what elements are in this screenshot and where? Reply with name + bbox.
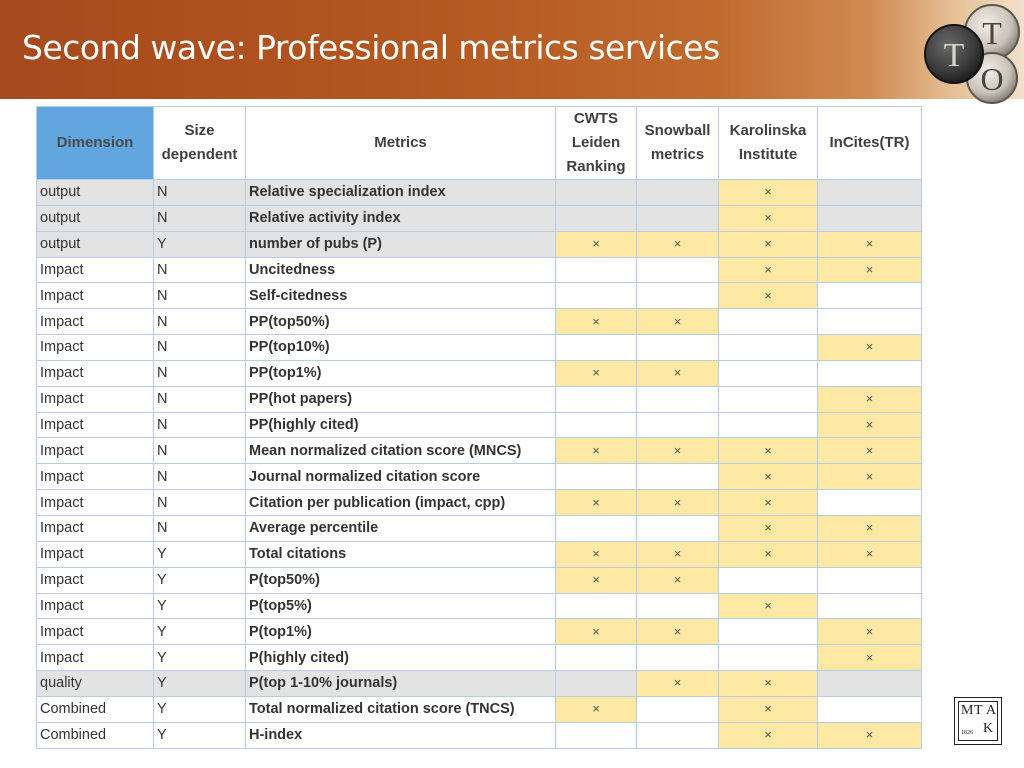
karolinska-mark-cell: ×: [719, 180, 818, 206]
metric-name-cell: Uncitedness: [246, 257, 556, 283]
metric-name-cell: number of pubs (P): [246, 231, 556, 257]
tto-letter-left: T: [943, 37, 965, 74]
header-dimension-label: Dimension: [56, 134, 134, 151]
snowball-mark-cell: [637, 515, 719, 541]
table-row: [37, 438, 922, 464]
incites-mark-cell: ×: [818, 438, 922, 464]
metric-name-cell: P(top1%): [246, 619, 556, 645]
cwts-mark-cell: ×: [556, 619, 637, 645]
karolinska-mark-cell: ×: [719, 205, 818, 231]
dimension-cell: Impact: [37, 283, 154, 309]
incites-mark-cell: [818, 490, 922, 516]
tto-logo: [920, 0, 1024, 104]
table-row: [37, 671, 922, 697]
snowball-mark-cell: [637, 257, 719, 283]
dimension-cell: quality: [37, 671, 154, 697]
cwts-mark-cell: ×: [556, 541, 637, 567]
karolinska-mark-cell: ×: [719, 671, 818, 697]
table-row: [37, 386, 922, 412]
table-row: [37, 515, 922, 541]
snowball-mark-cell: [637, 335, 719, 361]
incites-mark-cell: ×: [818, 464, 922, 490]
header-line: Snowball: [644, 122, 711, 139]
table-row: [37, 412, 922, 438]
snowball-mark-cell: ×: [637, 231, 719, 257]
metric-name-cell: PP(top10%): [246, 335, 556, 361]
metric-name-cell: Citation per publication (impact, cpp): [246, 490, 556, 516]
size-dependent-cell: N: [154, 464, 246, 490]
mta-letter: K: [983, 721, 994, 736]
table-row: [37, 205, 922, 231]
header-line: dependent: [161, 146, 238, 163]
karolinska-mark-cell: [719, 567, 818, 593]
incites-mark-cell: [818, 671, 922, 697]
incites-mark-cell: [818, 205, 922, 231]
header-line: Institute: [738, 146, 798, 163]
dimension-cell: Impact: [37, 309, 154, 335]
dimension-cell: Impact: [37, 515, 154, 541]
tto-letter-top: T: [982, 15, 1002, 51]
metric-name-cell: P(top 1-10% journals): [246, 671, 556, 697]
metric-name-cell: P(top5%): [246, 593, 556, 619]
incites-mark-cell: ×: [818, 335, 922, 361]
dimension-cell: Impact: [37, 619, 154, 645]
table-row: [37, 257, 922, 283]
mta-letter: M: [961, 703, 974, 718]
size-dependent-cell: Y: [154, 671, 246, 697]
metric-name-cell: PP(top1%): [246, 360, 556, 386]
size-dependent-cell: Y: [154, 231, 246, 257]
header-incites-tr: [818, 107, 922, 180]
dimension-cell: Impact: [37, 541, 154, 567]
karolinska-mark-cell: [719, 335, 818, 361]
size-dependent-cell: Y: [154, 593, 246, 619]
incites-mark-cell: ×: [818, 541, 922, 567]
incites-mark-cell: [818, 360, 922, 386]
snowball-mark-cell: ×: [637, 619, 719, 645]
size-dependent-cell: N: [154, 283, 246, 309]
cwts-mark-cell: [556, 515, 637, 541]
size-dependent-cell: N: [154, 515, 246, 541]
cwts-mark-cell: [556, 205, 637, 231]
dimension-cell: Impact: [37, 567, 154, 593]
karolinska-mark-cell: ×: [719, 464, 818, 490]
metric-name-cell: Relative activity index: [246, 205, 556, 231]
header-line: InCites(TR): [829, 134, 910, 151]
dimension-cell: Impact: [37, 490, 154, 516]
metric-name-cell: PP(top50%): [246, 309, 556, 335]
size-dependent-cell: N: [154, 438, 246, 464]
cwts-mark-cell: [556, 593, 637, 619]
karolinska-mark-cell: ×: [719, 696, 818, 722]
snowball-mark-cell: ×: [637, 567, 719, 593]
karolinska-mark-cell: [719, 645, 818, 671]
dimension-cell: Impact: [37, 464, 154, 490]
size-dependent-cell: N: [154, 335, 246, 361]
header-cwts-leiden-ranking: [556, 107, 637, 180]
cwts-mark-cell: [556, 645, 637, 671]
cwts-mark-cell: [556, 283, 637, 309]
table-row: [37, 619, 922, 645]
metric-name-cell: PP(highly cited): [246, 412, 556, 438]
incites-mark-cell: [818, 593, 922, 619]
header-line: Leiden: [571, 134, 621, 151]
size-dependent-cell: N: [154, 309, 246, 335]
dimension-cell: Impact: [37, 335, 154, 361]
metric-name-cell: Total normalized citation score (TNCS): [246, 696, 556, 722]
table-row: [37, 593, 922, 619]
cwts-mark-cell: [556, 335, 637, 361]
mta-letter: A: [986, 703, 997, 718]
metrics-comparison-table: [36, 106, 922, 749]
karolinska-mark-cell: ×: [719, 515, 818, 541]
incites-mark-cell: [818, 283, 922, 309]
size-dependent-cell: Y: [154, 567, 246, 593]
cwts-mark-cell: [556, 180, 637, 206]
size-dependent-cell: N: [154, 257, 246, 283]
table-row: [37, 567, 922, 593]
cwts-mark-cell: ×: [556, 360, 637, 386]
incites-mark-cell: ×: [818, 231, 922, 257]
karolinska-mark-cell: [719, 619, 818, 645]
table-row: [37, 309, 922, 335]
size-dependent-cell: Y: [154, 619, 246, 645]
title-banner: [0, 0, 1024, 99]
header-size-dependent: [154, 107, 246, 180]
mta-logo: [954, 697, 1002, 745]
dimension-cell: Impact: [37, 360, 154, 386]
snowball-mark-cell: [637, 645, 719, 671]
size-dependent-cell: N: [154, 180, 246, 206]
size-dependent-cell: N: [154, 412, 246, 438]
metric-name-cell: P(highly cited): [246, 645, 556, 671]
karolinska-mark-cell: ×: [719, 231, 818, 257]
header-metrics: [246, 107, 556, 180]
cwts-mark-cell: [556, 386, 637, 412]
mta-letter: T: [974, 703, 983, 718]
snowball-mark-cell: ×: [637, 541, 719, 567]
karolinska-mark-cell: ×: [719, 593, 818, 619]
snowball-mark-cell: ×: [637, 671, 719, 697]
dimension-cell: Combined: [37, 696, 154, 722]
karolinska-mark-cell: [719, 412, 818, 438]
snowball-mark-cell: [637, 180, 719, 206]
incites-mark-cell: ×: [818, 386, 922, 412]
snowball-mark-cell: [637, 464, 719, 490]
snowball-mark-cell: ×: [637, 309, 719, 335]
incites-mark-cell: ×: [818, 412, 922, 438]
size-dependent-cell: N: [154, 360, 246, 386]
karolinska-mark-cell: [719, 309, 818, 335]
cwts-mark-cell: [556, 671, 637, 697]
metric-name-cell: PP(hot papers): [246, 386, 556, 412]
dimension-cell: Combined: [37, 722, 154, 748]
cwts-mark-cell: ×: [556, 490, 637, 516]
table-row: [37, 722, 922, 748]
table-body: [37, 180, 922, 749]
cwts-mark-cell: [556, 412, 637, 438]
karolinska-mark-cell: ×: [719, 438, 818, 464]
incites-mark-cell: ×: [818, 645, 922, 671]
cwts-mark-cell: [556, 464, 637, 490]
tto-letter-bottom: O: [980, 61, 1004, 97]
snowball-mark-cell: [637, 386, 719, 412]
incites-mark-cell: [818, 180, 922, 206]
snowball-mark-cell: ×: [637, 490, 719, 516]
cwts-mark-cell: ×: [556, 231, 637, 257]
dimension-cell: output: [37, 205, 154, 231]
mta-year: 1826: [961, 730, 973, 736]
dimension-cell: output: [37, 180, 154, 206]
cwts-mark-cell: [556, 722, 637, 748]
incites-mark-cell: ×: [818, 257, 922, 283]
header-karolinska-institute: [719, 107, 818, 180]
dimension-cell: Impact: [37, 257, 154, 283]
incites-mark-cell: ×: [818, 722, 922, 748]
snowball-mark-cell: [637, 283, 719, 309]
table-row: [37, 541, 922, 567]
karolinska-mark-cell: ×: [719, 541, 818, 567]
cwts-mark-cell: ×: [556, 309, 637, 335]
size-dependent-cell: N: [154, 205, 246, 231]
header-line: Metrics: [374, 134, 427, 151]
header-line: Karolinska: [729, 122, 807, 139]
table-row: [37, 335, 922, 361]
slide-title: Second wave: Professional metrics services: [22, 28, 720, 67]
dimension-cell: Impact: [37, 412, 154, 438]
metric-name-cell: Self-citedness: [246, 283, 556, 309]
metric-name-cell: Total citations: [246, 541, 556, 567]
table-row: [37, 231, 922, 257]
snowball-mark-cell: ×: [637, 360, 719, 386]
snowball-mark-cell: [637, 593, 719, 619]
table-row: [37, 696, 922, 722]
table-row: [37, 464, 922, 490]
dimension-cell: Impact: [37, 438, 154, 464]
karolinska-mark-cell: ×: [719, 283, 818, 309]
snowball-mark-cell: [637, 696, 719, 722]
incites-mark-cell: [818, 567, 922, 593]
cwts-mark-cell: [556, 257, 637, 283]
metric-name-cell: Average percentile: [246, 515, 556, 541]
karolinska-mark-cell: ×: [719, 257, 818, 283]
incites-mark-cell: ×: [818, 515, 922, 541]
snowball-mark-cell: [637, 412, 719, 438]
header-line: Size: [184, 122, 215, 139]
karolinska-mark-cell: [719, 360, 818, 386]
header-line: CWTS: [573, 110, 619, 127]
snowball-mark-cell: ×: [637, 438, 719, 464]
metric-name-cell: Mean normalized citation score (MNCS): [246, 438, 556, 464]
size-dependent-cell: Y: [154, 541, 246, 567]
table-row: [37, 645, 922, 671]
size-dependent-cell: N: [154, 386, 246, 412]
metric-name-cell: Journal normalized citation score: [246, 464, 556, 490]
incites-mark-cell: [818, 309, 922, 335]
karolinska-mark-cell: [719, 386, 818, 412]
dimension-cell: Impact: [37, 645, 154, 671]
table-row: [37, 180, 922, 206]
metric-name-cell: P(top50%): [246, 567, 556, 593]
cwts-mark-cell: ×: [556, 438, 637, 464]
dimension-cell: Impact: [37, 593, 154, 619]
karolinska-mark-cell: ×: [719, 722, 818, 748]
snowball-mark-cell: [637, 205, 719, 231]
size-dependent-cell: Y: [154, 696, 246, 722]
table-row: [37, 360, 922, 386]
table-row: [37, 283, 922, 309]
cwts-mark-cell: ×: [556, 567, 637, 593]
header-snowball-metrics: [637, 107, 719, 180]
cwts-mark-cell: ×: [556, 696, 637, 722]
metric-name-cell: Relative specialization index: [246, 180, 556, 206]
size-dependent-cell: Y: [154, 722, 246, 748]
header-dimension: [37, 107, 154, 180]
size-dependent-cell: Y: [154, 645, 246, 671]
dimension-cell: Impact: [37, 386, 154, 412]
snowball-mark-cell: [637, 722, 719, 748]
karolinska-mark-cell: ×: [719, 490, 818, 516]
header-line: metrics: [650, 146, 705, 163]
table-row: [37, 490, 922, 516]
size-dependent-cell: N: [154, 490, 246, 516]
table-header-row: [37, 107, 922, 180]
metric-name-cell: H-index: [246, 722, 556, 748]
dimension-cell: output: [37, 231, 154, 257]
incites-mark-cell: ×: [818, 619, 922, 645]
incites-mark-cell: [818, 696, 922, 722]
header-line: Ranking: [566, 158, 626, 175]
